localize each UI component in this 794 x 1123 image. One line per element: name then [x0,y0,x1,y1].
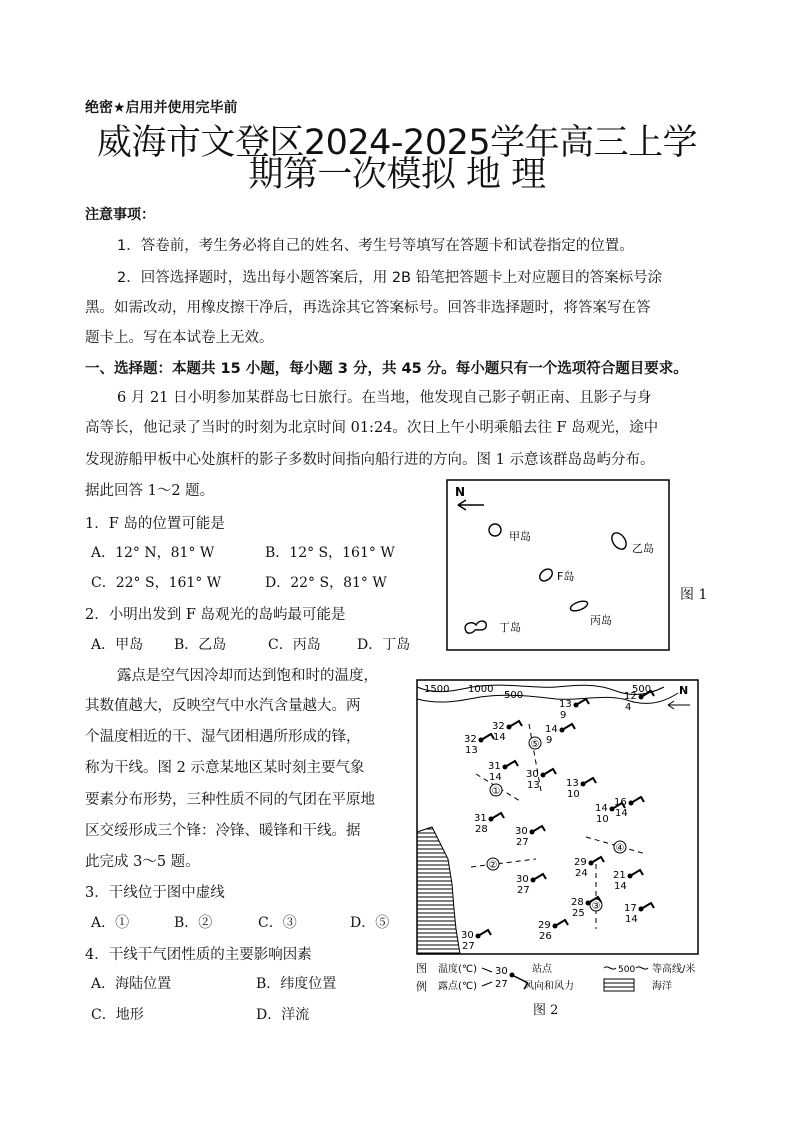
station-temp: 32 [464,734,477,745]
station-temp: 21 [613,870,626,881]
contour-label-500-left: 500 [504,690,524,701]
station-temp: 28 [571,897,584,908]
q3-option-a: A．① [91,915,130,931]
station-dew: 9 [546,735,553,746]
passage2-line4: 称为干线。图 2 示意某地区某时刻主要气象 [85,760,365,776]
legend-label-tu: 图 [416,962,427,975]
station-temp: 30 [526,769,539,780]
figure2-frame [417,680,698,954]
island-bing-label: 丙岛 [590,614,612,627]
legend-sample-temp: 30 [495,966,508,977]
passage2-line2: 其数值越大，反映空气中水汽含量越大。两 [85,698,361,714]
station-temp: 30 [515,826,528,837]
section-heading: 一、选择题：本题共 15 小题，每小题 3 分，共 45 分。每小题只有一个选项符合题目要求。 [85,361,688,377]
q4-option-c: C．地形 [91,1007,144,1023]
dashed-line-4-label: ④ [615,843,625,854]
contour-label-500-right: 500 [632,684,652,695]
q4-option-d: D．洋流 [256,1007,310,1023]
legend-label-li: 例 [416,980,427,993]
station-dew: 14 [493,732,506,743]
station-temp: 16 [614,797,627,808]
legend-temp-leader [482,968,492,972]
notice-item-1: 1．答卷前，考生务必将自己的姓名、考生号等填写在答题卡和试卷指定的位置。 [117,238,634,254]
exam-title-line1: 威海市文登区2024-2025学年高三上学 [96,123,698,163]
figure1-north-label: N [455,485,466,499]
q2-option-c: C．丙岛 [268,637,321,653]
legend-temp-label: 温度(℃) [438,964,478,975]
island-yi-label: 乙岛 [632,542,654,555]
q3-option-c: C．③ [258,915,297,931]
passage1-line1: 6 月 21 日小明参加某群岛七日旅行。在当地，他发现自己影子朝正南、且影子与身 [117,390,652,406]
station-dew: 10 [596,814,609,825]
figure2-map [416,679,699,955]
dashed-line-1-label: ① [491,786,501,797]
notice-heading: 注意事项： [85,207,155,223]
legend-contour-sample: 500 [618,965,636,975]
notice-item-2-line3: 题卡上。写在本试卷上无效。 [85,330,274,346]
q4-option-b: B．纬度位置 [256,976,337,992]
legend-station-label: 站点 [532,964,552,975]
station-temp: 32 [492,721,505,732]
station-dew: 27 [517,885,530,896]
q1-option-c: C．22° S，161° W [91,575,222,591]
legend-wind-label: 风向和风力 [524,981,574,992]
exam-title-line2: 期第一次模拟 地 理 [248,155,546,195]
passage2-line6: 区交绥形成三个锋：冷锋、暖锋和干线。据 [85,823,361,839]
station-temp: 13 [559,699,572,710]
q3-option-d: D．⑤ [350,915,390,931]
figure2-legend [416,957,699,997]
legend-dew-leader [482,982,492,986]
passage1-line3: 发现游船甲板中心处旗杆的影子多数时间指向船行进的方向。图 1 示意该群岛岛屿分布。 [85,452,655,468]
figure1-caption: 图 1 [680,587,708,603]
passage1-line4: 据此回答 1～2 题。 [85,483,215,499]
station-dew: 13 [527,780,540,791]
station-dew: 14 [614,881,627,892]
station-temp: 30 [516,874,529,885]
station-temp: 31 [488,761,501,772]
q2-option-d: D．丁岛 [357,637,411,653]
notice-item-2-line1: 2．回答选择题时，选出每小题答案后，用 2B 铅笔把答题卡上对应题目的答案标号涂 [117,270,663,286]
q2-stem: 2．小明出发到 F 岛观光的岛屿最可能是 [85,607,346,623]
q4-stem: 4．干线干气团性质的主要影响因素 [85,947,312,963]
figure1-map [446,479,670,651]
station-temp: 12 [624,691,637,702]
station-dew: 25 [572,908,585,919]
contour-label-1500: 1500 [424,684,450,695]
dashed-line-5-label: ⑤ [530,739,540,750]
q3-option-b: B．② [174,915,213,931]
island-f-label: F岛 [557,570,575,583]
q1-stem: 1．F 岛的位置可能是 [85,516,225,532]
station-temp: 29 [574,857,587,868]
figure2-caption: 图 2 [533,1003,559,1018]
station-temp: 14 [545,724,558,735]
station-dew: 9 [560,710,567,721]
q3-stem: 3．干线位于图中虚线 [85,885,225,901]
legend-contour-icon [604,967,616,969]
station-dew: 13 [465,745,478,756]
legend-dew-label: 露点(℃) [438,981,478,992]
dashed-line-3-label: ③ [591,901,601,912]
station-dew: 14 [625,914,638,925]
q2-option-b: B．乙岛 [174,637,227,653]
passage2-line7: 此完成 3～5 题。 [85,854,200,870]
q1-option-b: B．12° S，161° W [265,545,395,561]
q1-option-d: D．22° S，81° W [265,575,387,591]
passage1-line2: 高等长，他记录了当时的时刻为北京时间 01:24。次日上午小明乘船去往 F 岛观光，途中 [85,420,659,436]
station-dew: 26 [539,931,552,942]
station-dew: 24 [575,868,588,879]
station-temp: 17 [624,903,637,914]
secret-mark: 绝密★启用并使用完毕前 [85,100,238,116]
station-dew: 14 [615,808,628,819]
legend-contour-label: 等高线/米 [652,964,696,975]
station-dew: 27 [462,941,475,952]
station-dew: 28 [475,824,488,835]
legend-sample-dew: 27 [495,979,508,990]
island-ding-label: 丁岛 [499,621,521,634]
passage2-line5: 要素分布形势，三种性质不同的气团在平原地 [85,792,375,808]
passage2-line3: 个温度相近的干、湿气团相遇所形成的锋， [85,729,361,745]
legend-ocean-swatch [604,979,634,991]
q4-option-a: A．海陆位置 [91,976,172,992]
station-temp: 13 [566,778,579,789]
station-dew: 27 [516,837,529,848]
station-temp: 14 [595,803,608,814]
station-dew: 10 [567,789,580,800]
legend-ocean-label: 海洋 [652,981,672,992]
station-dew: 4 [625,702,632,713]
dashed-line-2-label: ② [488,860,498,871]
station-temp: 29 [538,920,551,931]
passage2-line1: 露点是空气因冷却而达到饱和时的温度， [117,668,378,684]
station-temp: 31 [474,813,487,824]
station-temp: 30 [461,930,474,941]
q2-option-a: A．甲岛 [91,637,144,653]
station-dew: 14 [489,772,502,783]
notice-item-2-line2: 黑。如需改动，用橡皮擦干净后，再选涂其它答案标号。回答非选择题时，将答案写在答 [85,300,651,316]
q1-option-a: A．12° N，81° W [91,545,215,561]
contour-label-1000: 1000 [468,684,494,695]
figure2-north-label: N [679,684,689,697]
island-jia-label: 甲岛 [509,530,531,543]
